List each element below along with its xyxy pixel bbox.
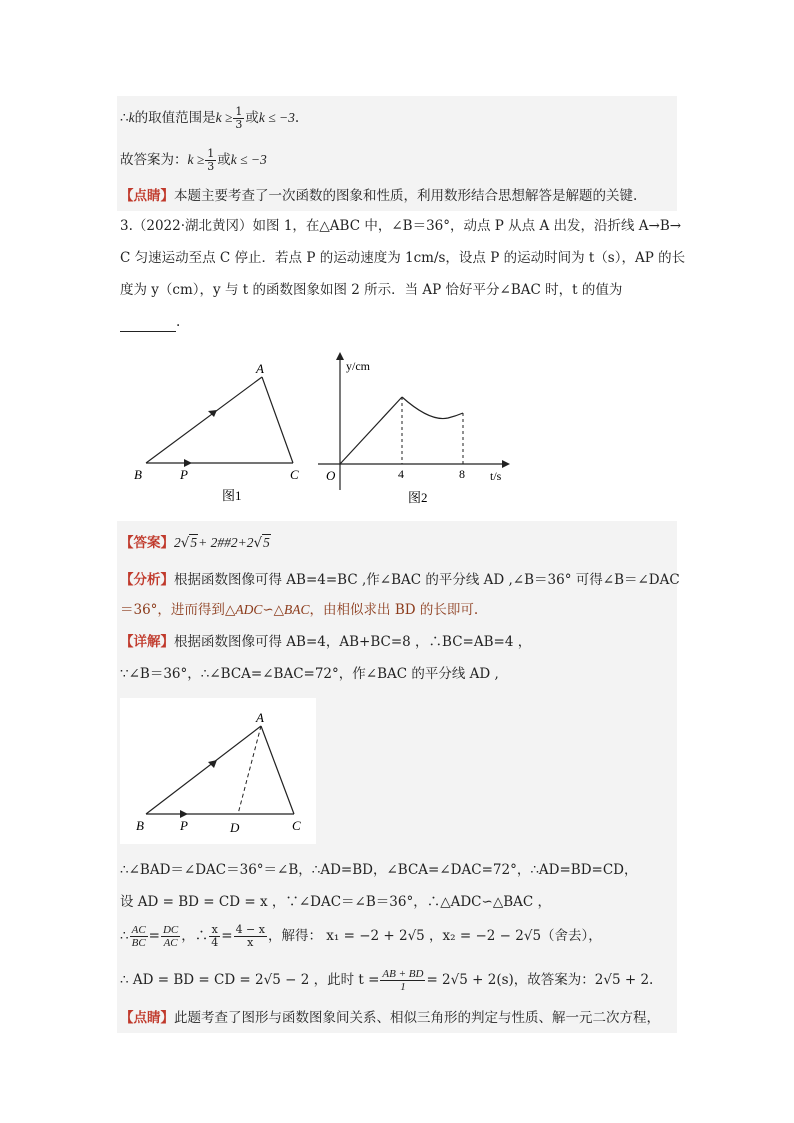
- fraction-one-third: $\frac{1}{3}$: [235, 105, 243, 131]
- origin-label: O: [326, 468, 336, 483]
- fraction-4-minus-x-over-x: $\frac{4 - x}{x}$: [235, 923, 265, 949]
- label-B: B: [136, 818, 144, 833]
- range-line: ∴k的取值范围是k ≥ $\frac{1}{3}$ 或k ≤ −3.: [120, 105, 300, 131]
- detail-line-4: 设 AD = BD = CD = x ，∵∠DAC＝∠B＝36°，∴△ADC∽△BAC ，: [120, 894, 551, 910]
- label-C: C: [290, 467, 299, 482]
- fraction-x-4: $\frac{x}{4}$: [211, 923, 219, 949]
- x-axis-label: t/s: [490, 469, 502, 483]
- detail-line-3: ∴∠BAD＝∠DAC＝36°＝∠B，∴AD=BD，∠BCA=∠DAC=72°，∴AD=BD=CD，: [120, 862, 638, 878]
- label-P: P: [180, 818, 188, 833]
- problem-line-2: C 匀速运动至点 C 停止．若点 P 的运动速度为 1cm/s，设点 P 的运动时间为 t（s），AP 的长: [120, 250, 686, 266]
- fraction-ab-plus-bd: $\frac{AB + BD}{1}$: [382, 968, 424, 993]
- detail-line-6: ∴ AD = BD = CD = 2√5 − 2 ，此时 t = $\frac{AB + BD}{1}$ = 2√5 + 2(s)，故答案为：2√5 + 2.: [120, 968, 654, 993]
- label-P: P: [180, 467, 188, 482]
- label-A: A: [256, 361, 264, 376]
- problem-line-1: 3.（2022·湖北黄冈）如图 1，在△ABC 中，∠B＝36°，动点 P 从点 A 出发，沿折线 A→B→: [120, 218, 682, 234]
- arrow-ab-icon: [208, 760, 217, 768]
- label-B: B: [134, 467, 142, 482]
- figure-2-caption: 图2: [408, 490, 428, 505]
- figure-2-graph: [310, 350, 520, 510]
- label-C: C: [292, 818, 301, 833]
- tick-label-4: 4: [398, 467, 404, 481]
- comment-line-bottom: 【点睛】此题考查了图形与函数图象间关系、相似三角形的判定与性质、解一元二次方程，: [120, 1010, 660, 1026]
- figure-3-triangle: [120, 698, 316, 844]
- analysis-line-2: ＝36°，进而得到△ADC∽△BAC，由相似求出 BD 的长即可.: [120, 602, 479, 618]
- problem-line-3: 度为 y（cm），y 与 t 的函数图象如图 2 所示．当 AP 恰好平分∠BAC 时，t 的值为: [120, 282, 623, 298]
- analysis-line-1: 【分析】根据函数图像可得 AB=4=BC ,作∠BAC 的平分线 AD ,∠B＝36° 可得∠B＝∠DAC: [120, 572, 680, 588]
- detail-line-1: 【详解】根据函数图像可得 AB=4，AB+BC=8 ，∴BC=AB=4 ，: [120, 634, 532, 650]
- answer-blank: [120, 319, 176, 332]
- fraction-one-third: $\frac{1}{3}$: [207, 147, 215, 173]
- answer-line-part1: 故答案为：k ≥ $\frac{1}{3}$ 或k ≤ −3: [120, 147, 267, 173]
- y-axis-arrow-icon: [336, 352, 344, 360]
- label-A: A: [256, 710, 264, 725]
- x-axis-arrow-icon: [502, 460, 510, 468]
- comment-line-part1: 【点睛】本题主要考查了一次函数的图象和性质，利用数形结合思想解答是解题的关键.: [120, 188, 638, 204]
- problem-line-4: .: [120, 312, 180, 332]
- fraction-dc-ac: $\frac{DC}{AC}$: [162, 924, 179, 949]
- arrow-bc-icon: [184, 459, 192, 467]
- detail-line-2: ∵∠B＝36°，∴∠BCA=∠BAC=72°，作∠BAC 的平分线 AD ,: [120, 666, 499, 682]
- tick-label-8: 8: [459, 467, 465, 481]
- fraction-ac-bc: $\frac{AC}{BC}$: [131, 924, 146, 949]
- answer-line: 【答案】2√5+ 2##2+2√5: [120, 535, 270, 551]
- y-axis-label: y/cm: [346, 359, 370, 373]
- label-D: D: [230, 820, 240, 835]
- figure-1-caption: 图1: [222, 488, 242, 503]
- arrow-bc-icon: [180, 810, 188, 818]
- figure-1-triangle: [120, 355, 320, 510]
- detail-line-5: ∴ $\frac{AC}{BC}$ = $\frac{DC}{AC}$ ，∴ $\frac{x}{4}$ = $\frac{4 - x}{x}$ ，解得： x₁ = −2 + 2√5 ，x₂ = −2 − 2√5（舍去），: [120, 923, 602, 949]
